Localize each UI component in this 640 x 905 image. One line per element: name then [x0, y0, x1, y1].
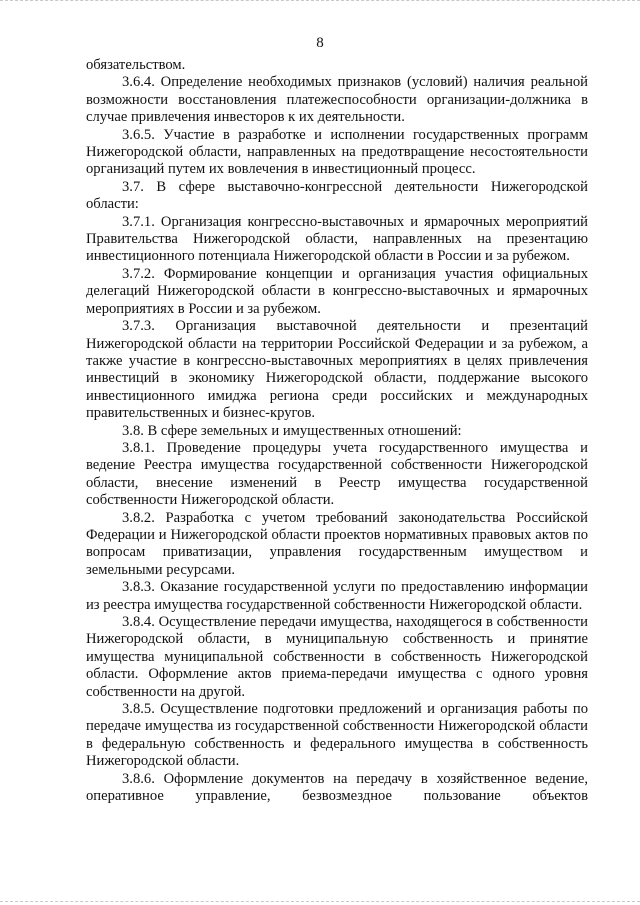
- scan-edge-bottom: [0, 901, 640, 903]
- paragraph: 3.8.4. Осуществление передачи имущества, находящегося в собственности Нижегородской области, в муниципальную собственность и принятие имущества муниципальной собственности в собственность Нижегородской области. Оформление актов приема-передачи имущества с одного уровня собственности на другой.: [86, 614, 588, 700]
- paragraph: 3.6.4. Определение необходимых признаков (условий) наличия реальной возможности восстановления платежеспособности организации-должника в случае привлечения инвесторов к их деятельности.: [86, 74, 588, 126]
- paragraph: обязательством.: [86, 57, 186, 73]
- scan-edge-top: [0, 0, 640, 2]
- page-number: 8: [316, 35, 324, 51]
- paragraph: 3.7.3. Организация выставочной деятельности и презентаций Нижегородской области на территории Российской Федерации и за рубежом, а также участие в конгрессно-выставочных мероприятиях в целях привлечения инвестиций в экономику Нижегородской области, поддержание высокого инвестиционного имиджа региона среди российских и международных правительственных и бизнес-кругов.: [86, 318, 588, 422]
- paragraph: 3.8.6. Оформление документов на передачу в хозяйственное ведение, оперативное управление, безвозмездное пользование объектов: [86, 770, 588, 805]
- paragraph: 3.7.2. Формирование концепции и организация участия официальных делегаций Нижегородской области в конгрессно-выставочных и ярмарочных мероприятиях в России и за рубежом.: [86, 265, 588, 317]
- paragraph: 3.8.2. Разработка с учетом требований законодательства Российской Федерации и Нижегородской области проектов нормативных правовых актов по вопросам приватизации, управления государственным имуществом и земельными ресурсами.: [86, 509, 588, 578]
- paragraph: 3.8.5. Осуществление подготовки предложений и организация работы по передаче имущества из государственной собственности Нижегородской области в федеральную собственность и федерального имущества в собственность Нижегородской области.: [86, 701, 588, 770]
- paragraph: 3.8.1. Проведение процедуры учета государственного имущества и ведение Реестра имущества государственной собственности Нижегородской области, внесение изменений в Реестр имущества государственной собственности Нижегородской области.: [86, 439, 588, 509]
- paragraph: 3.8. В сфере земельных и имущественных отношений:: [122, 422, 462, 439]
- paragraph: 3.7. В сфере выставочно-конгрессной деятельности Нижегородской области:: [86, 178, 588, 213]
- paragraph: 3.7.1. Организация конгрессно-выставочных и ярмарочных мероприятий Правительства Нижегородской области, направленных на презентацию инвестиционного потенциала Нижегородской области в России и за рубежом.: [86, 213, 588, 265]
- paragraph: 3.6.5. Участие в разработке и исполнении государственных программ Нижегородской области, направленных на предотвращение несостоятельности организаций путем их вовлечения в инвестиционный процесс.: [86, 126, 588, 178]
- paragraph: 3.8.3. Оказание государственной услуги по предоставлению информации из реестра имущества государственной собственности Нижегородской области.: [86, 579, 588, 613]
- document-body: [86, 57, 588, 805]
